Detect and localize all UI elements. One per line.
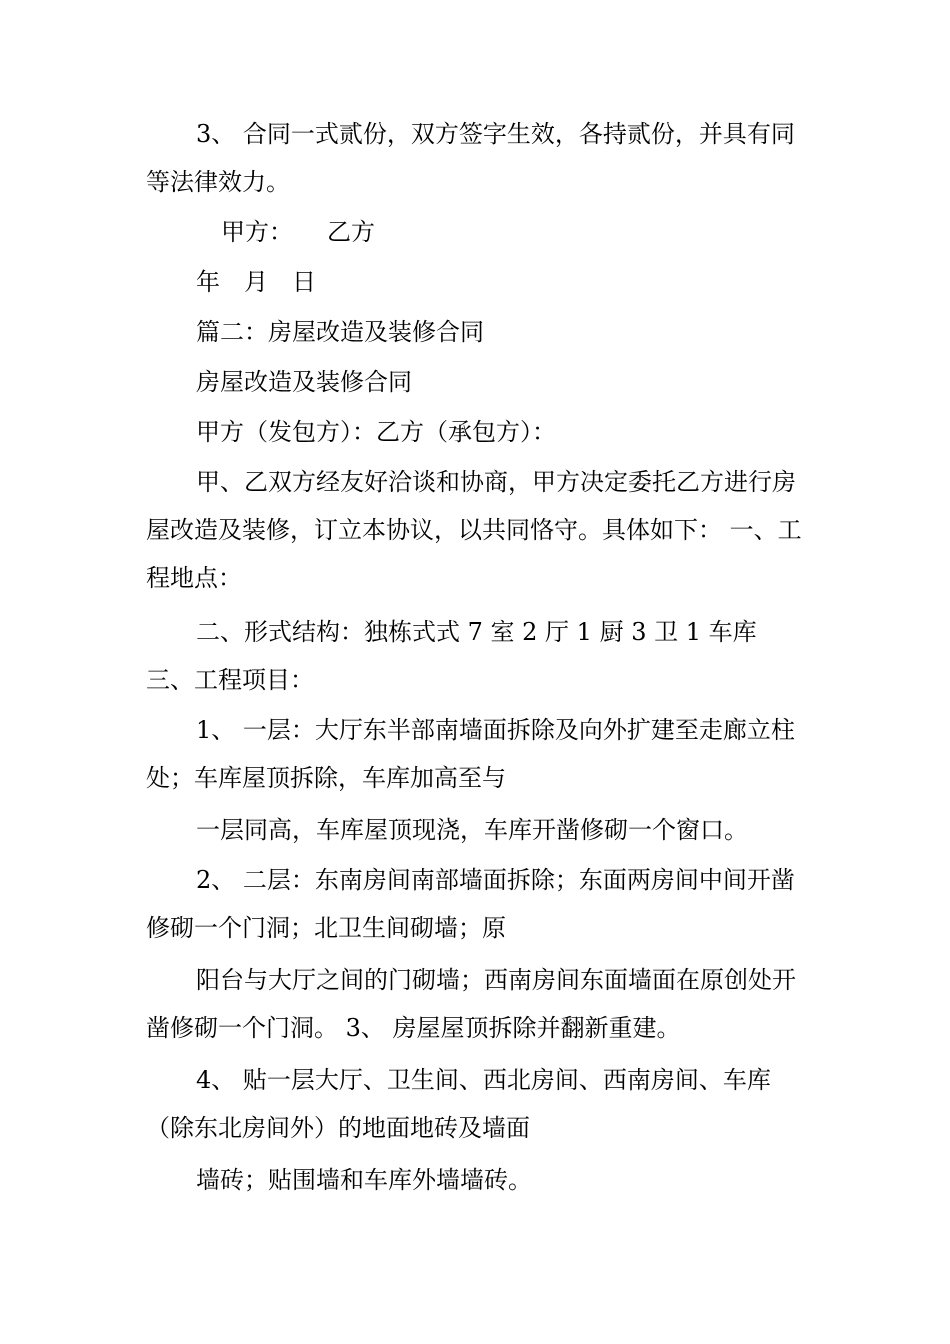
date-line: 年 月 日 bbox=[196, 268, 316, 296]
paragraph-item-4: 4、 贴一层大厅、卫生间、西北房间、西南房间、车库（除东北房间外）的地面地砖及墙面 bbox=[146, 1066, 771, 1142]
party-b-label: 乙方 bbox=[327, 218, 375, 246]
paragraph-item-1-cont: 一层同高，车库屋顶现浇，车库开凿修砌一个窗口。 bbox=[196, 816, 748, 844]
paragraph-item-1: 1、 一层：大厅东半部南墙面拆除及向外扩建至走廊立柱处；车库屋顶拆除，车库加高至与 bbox=[146, 716, 795, 792]
signature-line bbox=[221, 208, 375, 256]
paragraph-item-4-cont: 墙砖；贴围墙和车库外墙墙砖。 bbox=[196, 1166, 532, 1194]
parties-line: 甲方（发包方）：乙方（承包方）： bbox=[196, 418, 556, 446]
paragraph-item-2: 2、 二层：东南房间南部墙面拆除；东面两房间中间开凿修砌一个门洞；北卫生间砌墙；原 bbox=[146, 866, 795, 942]
paragraph-copies-clause: 3、 合同一式贰份，双方签字生效，各持贰份，并具有同等法律效力。 bbox=[146, 120, 795, 196]
section-heading: 篇二：房屋改造及装修合同 bbox=[196, 318, 484, 346]
paragraph-agreement-intro: 甲、乙双方经友好洽谈和协商，甲方决定委托乙方进行房屋改造及装修，订立本协议，以共同恪守。具体如下： 一、工程地点： bbox=[146, 468, 802, 592]
party-a-label: 甲方： bbox=[221, 218, 293, 246]
paragraph-item-2-cont: 阳台与大厅之间的门砌墙；西南房间东面墙面在原创处开凿修砌一个门洞。 3、 房屋屋顶拆除并翻新重建。 bbox=[146, 966, 796, 1042]
paragraph-structure: 二、形式结构：独栋式式 7 室 2 厅 1 厨 3 卫 1 车库 三、工程项目： bbox=[146, 618, 757, 694]
contract-title: 房屋改造及装修合同 bbox=[196, 368, 412, 396]
